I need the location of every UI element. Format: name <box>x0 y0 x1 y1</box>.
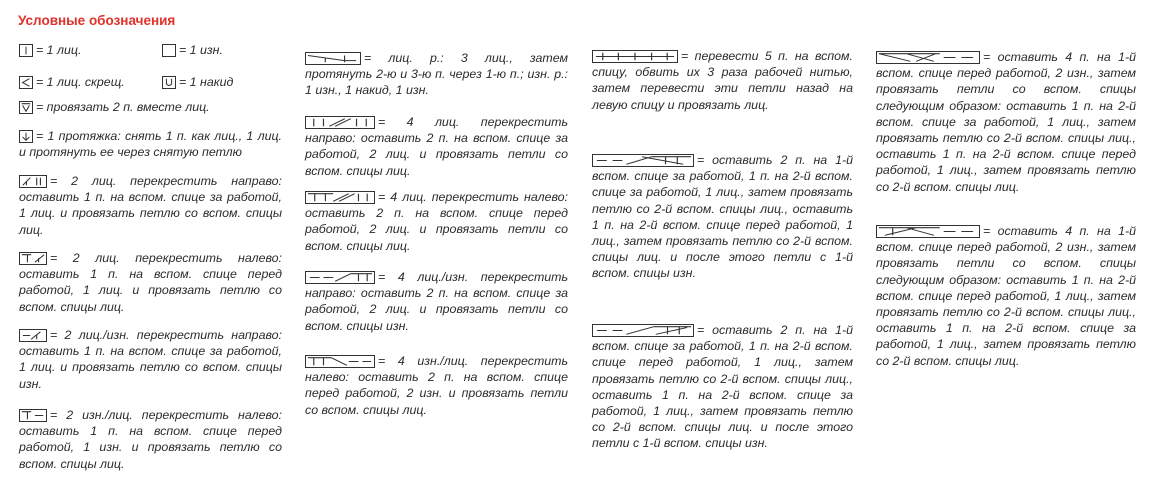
legend-entry-cable-2-knit-purl-right: = 2 лиц./изн. перекрестить направо: оставить 1 п. на вспом. спице за работой, 1 лиц. и провязать петлю со вспом. спицы изн. <box>19 328 282 391</box>
legend-entry-cable-4-right: = 4 лиц. перекрестить направо: оставить 2 п. на вспом. спице за работой, 2 лиц. и провязать петли со вспом. спицы лиц. <box>305 115 568 178</box>
legend-entry-cable-4-left: = 4 лиц. перекрестить налево: оставить 2 п. на вспом. спице перед работой, 2 лиц. и провязать петли со вспом. спицы лиц. <box>305 190 568 253</box>
twisted-knit-symbol-icon <box>19 76 33 89</box>
legend-entry-cable-4-purl-knit-left: = 4 изн./лиц. перекрестить налево: оставить 2 п. на вспом. спице перед работой, 2 изн. и провязать петли со вспом. спицы лиц. <box>305 354 568 417</box>
cable-6a-symbol-icon <box>592 154 694 167</box>
legend-entry-cable-6d: = оставить 4 п. на 1-й вспом. спице перед работой, 2 изн., затем провязать петли со вспом. спицы следующим образом: оставить 1 п. на 2-й вспом. спице перед работой, 1 лиц., затем провязать петлю со 2-й вспом. спицы лиц., оставить 1 п. на 2-й вспом. спице за работой, 1 лиц., затем провязать петлю со 2-й вспом. спицы лиц. <box>876 224 1136 368</box>
cable-6d-symbol-icon <box>876 225 980 238</box>
legend-entry-cable-6c: = оставить 4 п. на 1-й вспом. спице перед работой, 2 изн., затем провязать петли со вспом. спицы следующим образом: оставить 1 п. на 2-й вспом. спице за работой, 1 лиц., затем провязать петлю со 2-й вспом. спицы лиц., оставить 1 п. на 2-й вспом. спице перед работой, 1 лиц., затем провязать петлю со 2-й вспом. спицы лиц. <box>876 50 1136 194</box>
legend-entry-cable-2-purl-knit-left: = 2 изн./лиц. перекрестить налево: оставить 1 п. на вспом. спице перед работой, 1 изн. и провязать петлю со вспом. спицы лиц. <box>19 408 282 471</box>
wrap-5-symbol-icon <box>592 50 678 63</box>
legend-title: Условные обозначения <box>18 13 176 28</box>
cable-2-left-symbol-icon <box>19 252 47 265</box>
cable-4-pk-left-symbol-icon <box>305 355 375 368</box>
legend-entry-cable-2-left: = 2 лиц. перекрестить налево: оставить 1 п. на вспом. спице перед работой, 1 лиц. и провязать петлю со вспом. спицы лиц. <box>19 251 282 314</box>
k2tog-symbol-icon <box>19 101 33 114</box>
cable-4-kp-right-symbol-icon <box>305 271 375 284</box>
legend-entry-cable-2-right: = 2 лиц. перекрестить направо: оставить 1 п. на вспом. спице за работой, 1 лиц. и провязать петлю со вспом. спицы лиц. <box>19 174 282 237</box>
legend-entry-slip-pass: = 1 протяжка: снять 1 п. как лиц., 1 лиц. и протянуть ее через снятую петлю <box>19 129 282 160</box>
cable-6b-symbol-icon <box>592 324 694 337</box>
legend-entry-k1: = 1 лиц. <box>19 42 159 58</box>
legend-entry-cable-6b: = оставить 2 п. на 1-й вспом. спице за работой, 1 п. на 2-й вспом. спице перед работой, 1 лиц., затем провязать петлю со 2-й вспом. спицы лиц., оставить 1 п. на 2-й вспом. спице за работой, 1 лиц., затем провязать петлю со 2-й вспом. спицы лиц. и после этого петли с 1-й вспом. спицы изн. <box>592 323 853 451</box>
cable-4-right-symbol-icon <box>305 116 375 129</box>
legend-entry-yo: = 1 накид <box>162 74 282 90</box>
knit-symbol-icon <box>19 44 33 57</box>
legend-entry-p1: = 1 изн. <box>162 42 282 58</box>
cable-4-left-symbol-icon <box>305 191 375 204</box>
legend-entry-k1tbl: = 1 лиц. скрещ. <box>19 74 159 90</box>
legend-entry-k2tog: = провязать 2 п. вместе лиц. <box>19 99 282 115</box>
purl-symbol-icon <box>162 44 176 57</box>
yarn-over-symbol-icon <box>162 76 176 89</box>
slip-pass-symbol-icon <box>19 130 33 143</box>
legend-entry-cable-6a: = оставить 2 п. на 1-й вспом. спице за работой, 1 п. на 2-й вспом. спице за работой, 1 лиц., затем провязать петлю со 2-й вспом. спицы лиц., оставить 1 п. на 2-й вспом. спице перед работой, 1 лиц., затем провязать петлю со 2-й вспом. спицы лиц. и после этого петли с 1-й вспом. спицы изн. <box>592 153 853 281</box>
pass-over-symbol-icon <box>305 52 361 65</box>
cable-6c-symbol-icon <box>876 51 980 64</box>
legend-entry-cable-4-knit-purl-right: = 4 лиц./изн. перекрестить направо: оставить 2 п. на вспом. спице за работой, 2 лиц. и провязать петли со вспом. спицы изн. <box>305 270 568 333</box>
cable-2-pk-left-symbol-icon <box>19 409 47 422</box>
legend-entry-wrap-5: = перевести 5 п. на вспом. спицу, обвить их 3 раза рабочей нитью, затем перевести эти петли назад на левую спицу и провязать лиц. <box>592 49 853 112</box>
legend-entry-pass-over: = лиц. р.: 3 лиц., затем протянуть 2-ю и 3-ю п. через 1-ю п.; изн. р.: 1 изн., 1 накид, 1 изн. <box>305 51 568 98</box>
cable-2-right-symbol-icon <box>19 175 47 188</box>
cable-2-kp-right-symbol-icon <box>19 329 47 342</box>
